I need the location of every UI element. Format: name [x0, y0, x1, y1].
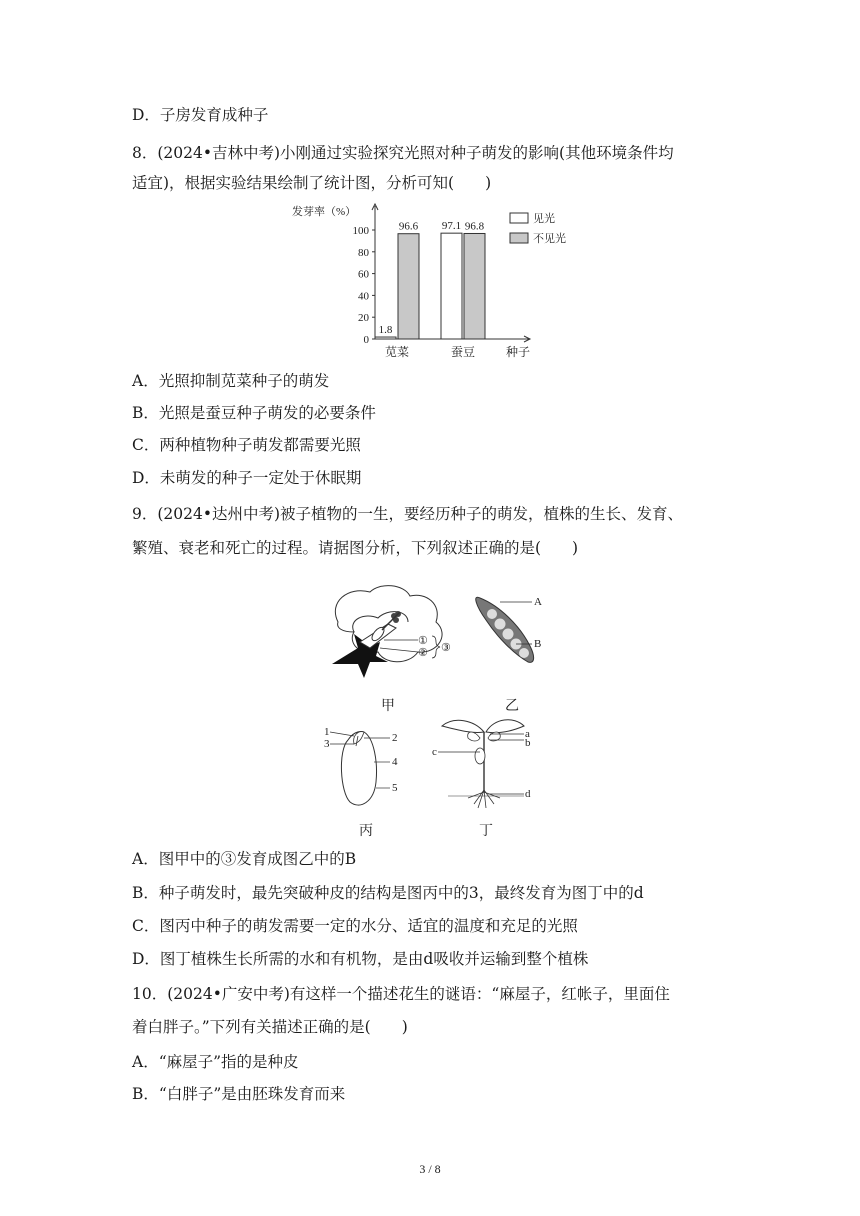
chart-svg [280, 200, 600, 365]
ding-label-b: b [525, 737, 531, 749]
q8-option-c: C．两种植物种子萌发都需要光照 [132, 436, 361, 454]
ding-label-c: c [432, 746, 437, 758]
y-tick-label: 0 [363, 334, 369, 346]
figure-jia-caption: 甲 [381, 698, 395, 714]
y-axis-label: 发芽率（%） [292, 206, 357, 218]
y-tick-label: 80 [358, 246, 369, 259]
data-label: 96.6 [398, 220, 419, 233]
ding-label-a: a [525, 728, 530, 740]
q9-option-d: D．图丁植株生长所需的水和有机物，是由d吸收并运输到整个植株 [132, 950, 589, 968]
jia-label-2: ② [418, 647, 428, 659]
bing-label-4: 4 [392, 756, 398, 768]
y-tick-label: 20 [358, 312, 369, 325]
q9-option-b: B．种子萌发时，最先突破种皮的结构是图丙中的3，最终发育为图丁中的d [132, 884, 644, 902]
data-label: 1.8 [378, 324, 393, 337]
figure-jia-flower [318, 582, 468, 690]
figure-bing-seed [324, 722, 404, 812]
figure-bing-caption: 丙 [359, 823, 373, 839]
q10-stem-line1: 10．(2024•广安中考)有这样一个描述花生的谜语：“麻屋子，红帐子，里面住 [132, 985, 670, 1003]
q8-option-b: B．光照是蚕豆种子萌发的必要条件 [132, 404, 376, 422]
q9-option-a: A．图甲中的③发育成图乙中的B [132, 850, 357, 868]
bing-label-1: 1 [324, 726, 330, 738]
bing-label-2: 2 [392, 732, 398, 744]
q10-stem-line2: 着白胖子。”下列有关描述正确的是( ) [132, 1018, 408, 1036]
bar-light [375, 337, 396, 339]
legend-label: 不见光 [533, 233, 566, 245]
bar-light [441, 233, 462, 339]
q8-option-a: A．光照抑制苋菜种子的萌发 [132, 372, 330, 390]
q9-stem-line2: 繁殖、衰老和死亡的过程。请据图分析，下列叙述正确的是( ) [132, 539, 579, 557]
germination-bar-chart [280, 200, 600, 365]
q9-option-c: C．图丙中种子的萌发需要一定的水分、适宜的温度和充足的光照 [132, 917, 578, 935]
y-tick-label: 60 [358, 268, 369, 281]
jia-label-1: ① [418, 635, 428, 647]
y-tick-label: 100 [352, 225, 369, 237]
q9-stem-line1: 9．(2024•达州中考)被子植物的一生，要经历种子的萌发，植株的生长、发育、 [132, 505, 684, 523]
bar-dark [398, 234, 419, 339]
ding-label-d: d [525, 788, 531, 800]
data-label: 96.8 [464, 220, 485, 233]
q10-option-b: B．“白胖子”是由胚珠发育而来 [132, 1085, 346, 1103]
figure-ding-seedling [428, 712, 538, 812]
legend-swatch [510, 213, 528, 223]
y-tick-label: 40 [358, 290, 369, 303]
yi-label-a: A [534, 596, 542, 608]
q8-stem-line1: 8．(2024•吉林中考)小刚通过实验探究光照对种子萌发的影响(其他环境条件均 [132, 144, 674, 162]
x-tick-label: 苋菜 [384, 345, 410, 359]
legend-label: 见光 [533, 213, 555, 225]
data-label: 97.1 [441, 220, 462, 233]
bing-label-5: 5 [392, 782, 398, 794]
figure-yi-caption: 乙 [505, 698, 519, 714]
q10-option-a: A．“麻屋子”指的是种皮 [132, 1053, 299, 1071]
legend-swatch [510, 233, 528, 243]
figure-ding-caption: 丁 [479, 823, 493, 839]
x-tick-label: 蚕豆 [450, 345, 476, 359]
q7-option-d: D．子房发育成种子 [132, 106, 269, 124]
x-axis-label: 种子 [505, 345, 531, 359]
bar-dark [464, 233, 485, 339]
yi-label-b: B [534, 638, 542, 650]
bing-label-3: 3 [324, 738, 330, 750]
q8-option-d: D．未萌发的种子一定处于休眠期 [132, 469, 362, 487]
q8-stem-line2: 适宜)，根据实验结果绘制了统计图，分析可知( ) [132, 174, 492, 192]
page-number: 3 / 8 [419, 1162, 441, 1176]
figure-yi-pod [470, 590, 560, 670]
jia-label-3: ③ [441, 642, 451, 654]
